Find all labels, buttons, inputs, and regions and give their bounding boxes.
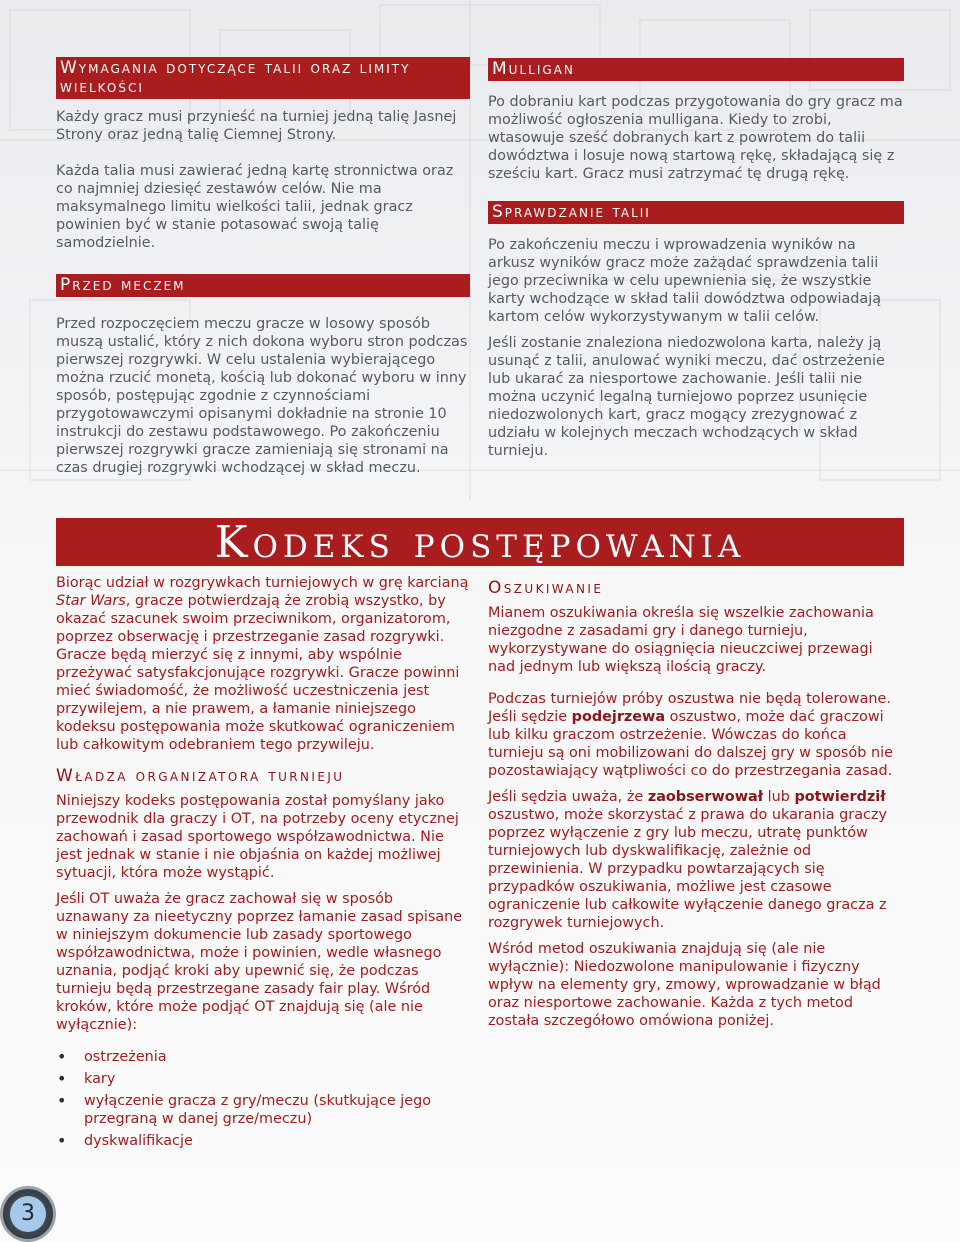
mulligan-paragraph: Po dobraniu kart podczas przygotowania do gry gracz ma możliwość ogłoszenia mulligana. Kiedy to zrobi, wtasowuje sześć dobranych kart z powrotem do talii dowództwa i losuje nową startową rękę, składającą się z sześciu kart. Gracz musi zatrzymać tę drugą rękę. [488,94,903,182]
organizer-authority-header: Władza organizatora turnieju [56,766,345,786]
cheating-p3-end: oszustwo, może skorzystać z prawa do ukarania graczy poprzez wyłączenie z gry lub meczu, utratę punktów turniejowych lub dyskwalifikację, zależnie od przewinienia. W przypadku powtarzających się przypadków oszukiwania, możliwe jest czasowe ograniczenie lub całkowite wyłączenie danego gracza z rozgrywek turniejowych. [488,807,887,931]
deck-check-paragraph-2: Jeśli zostanie znaleziona niedozwolona karta, należy ją usunąć z talii, anulować wyniki meczu, dać ostrzeżenie lub ukarać za niesportowe zachowanie. Jeśli talii nie można uczynić legalną turniejowo poprzez usunięcie niedozwolonych kart, gracz mogący zrezygnować z udziału w kolejnych meczach wchodzących w skład turnieju. [488,335,885,459]
penalty-list [56,1048,470,1150]
cheating-p3-bold-2: potwierdził [794,789,886,805]
intro-paragraph [56,574,470,754]
intro-text-start: Biorąc udział w rozgrywkach turniejowych w grę karcianą [56,575,469,591]
cheating-p3-mid: lub [763,789,795,805]
deck-check-header: Sprawdzanie talii [488,201,904,224]
cheating-header: Oszukiwanie [488,578,604,598]
cheating-p3-bold-1: zaobserwował [647,789,764,805]
cheating-paragraph-2 [488,690,904,780]
before-match-header: Przed meczem [56,274,470,297]
right-bottom-column [488,578,904,1038]
deck-requirements-header: Wymagania dotyczące talii oraz limity wielkości [56,57,470,99]
left-top-column [56,57,470,485]
intro-text-end: , gracze potwierdzają że zrobią wszystko, by okazać szacunek swoim przeciwnikom, organizatorom, poprzez obserwację i przestrzeganie zasad rozgrywki. Gracze będą mierzyć się z innymi, aby wspólnie przeżywać satysfakcjonujące rozgrywki. Gracze powinni mieć świadomość, że możliwość uczestniczenia jest przywilejem, a nie prawem, a łamanie niniejszego kodeksu postępowania może skutkować ograniczeniem lub całkowitym odebraniem tego przywileju. [56,593,460,753]
deck-requirements-paragraph-1: Każdy gracz musi przynieść na turniej jedną talię Jasnej Strony oraz jedną talię Ciemnej Strony. [56,109,457,143]
before-match-paragraph: Przed rozpoczęciem meczu gracze w losowy sposób muszą ustalić, który z nich dokona wyboru stron podczas pierwszej rozgrywki. W celu ustalenia wybierającego można rzucić monetą, kością lub dokonać wyboru w inny sposób, postępując zgodnie z czynnościami przygotowawczymi opisanymi dokładnie na stronie 10 instrukcji do zestawu podstawowego. Po zakończeniu pierwszej rozgrywki gracze zamieniają się stronami na czas drugiej rozgrywki wchodzącej w skład meczu. [56,316,468,476]
cheating-p2-start: Podczas turniejów próby oszustwa nie będą tolerowane. Jeśli sędzie [488,691,891,725]
cheating-paragraph-4: Wśród metod oszukiwania znajdują się (ale nie wyłącznie): Niedozwolone manipulowanie i fizyczny wpływ na elementy gry, zmowy, wprowadzanie w błąd oraz niesportowe zachowanie. Każda z tych metod została szczegółowo omówiona poniżej. [488,941,881,1029]
list-item: • kary [84,1070,470,1088]
mulligan-header: Mulligan [488,58,904,81]
organizer-paragraph-1: Niniejszy kodeks postępowania został pomyślany jako przewodnik dla graczy i OT, na potrzeby oceny etycznej zachowań i zasad sportowego współzawodnictwa. Nie jest jednak w stanie i nie objaśnia on każdej możliwej sytuacji, która może wystąpić. [56,793,459,881]
cheating-paragraph-1: Mianem oszukiwania określa się wszelkie zachowania niezgodne z zasadami gry i danego turnieju, wykorzystywane do osiągnięcia nieuczciwej przewagi nad jednym lub większą ilością graczy. [488,605,874,675]
deck-check-paragraph-1: Po zakończeniu meczu i wprowadzenia wyników na arkusz wyników gracz może zażądać sprawdzenia talii jego przeciwnika w celu upewnienia się, że wszystkie karty wchodzące w skład talii dowództwa odpowiadają kartom celów wykorzystywanym w talii celów. [488,237,882,325]
list-item: • dyskwalifikacje [84,1132,470,1150]
code-of-conduct-banner: Kodeks postępowania [56,518,904,566]
page-number: 3 [10,1196,46,1232]
organizer-paragraph-2: Jeśli OT uważa że gracz zachował się w sposób uznawany za nieetyczny poprzez łamanie zasad spisane w niniejszym dokumencie lub zasady sportowego współzawodnictwa, może i powinien, wedle własnego uznania, podjąć kroki aby upewnić się, że podczas turnieju będą przestrzegane zasady fair play. Wśród kroków, które może podjąć OT znajdują się (ale nie wyłącznie): [56,891,463,1033]
list-item: • ostrzeżenia [84,1048,470,1066]
cheating-p2-bold: podejrzewa [571,709,666,725]
list-item: • wyłączenie gracza z gry/meczu (skutkujące jego przegraną w danej grze/meczu) [84,1092,470,1128]
cheating-p3-start: Jeśli sędzia uważa, że [488,789,648,805]
cheating-p2-end: oszustwo, może dać graczowi lub kilku graczom ostrzeżenie. Wówczas do końca turnieju są oni mobilizowani do dalszej gry w sposób nie pozostawiający wątpliwości co do przestrzegania zasad. [488,709,893,779]
deck-requirements-paragraph-2: Każda talia musi zawierać jedną kartę stronnictwa oraz co najmniej dziesięć zestawów celów. Nie ma maksymalnego limitu wielkości talii, jednak gracz powinien być w stanie potasować swoją talię samodzielnie. [56,163,454,251]
cheating-paragraph-3 [488,788,904,932]
left-bottom-column [56,574,470,1154]
page-number-badge [0,1186,56,1242]
right-top-column [488,58,904,468]
intro-text-title: Star Wars [56,593,126,609]
